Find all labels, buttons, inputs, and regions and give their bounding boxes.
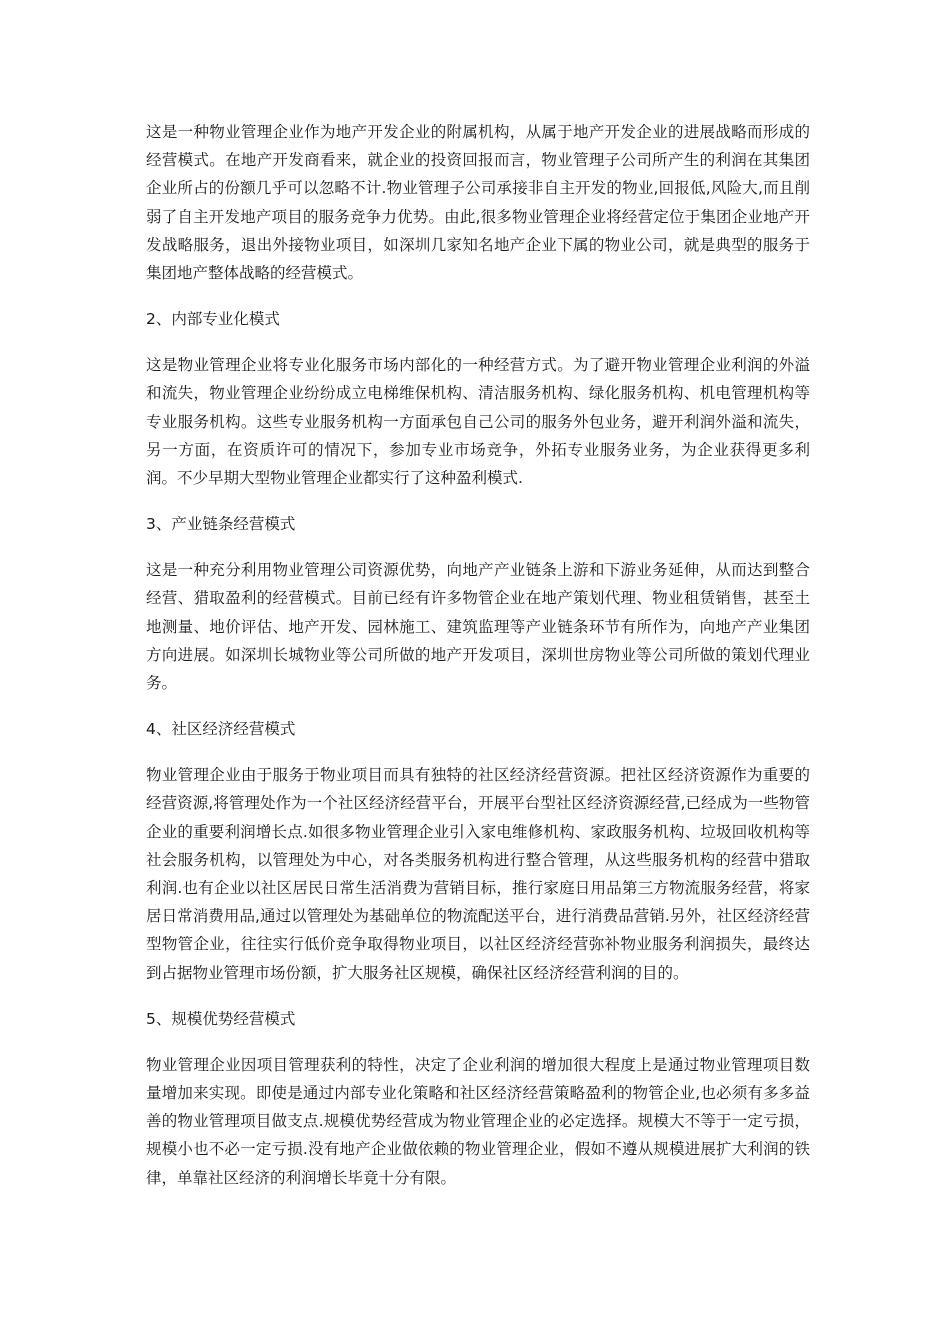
section-heading-5: 5、规模优势经营模式 — [146, 1009, 296, 1028]
section-heading-4: 4、社区经济经营模式 — [146, 720, 296, 739]
paragraph-section-2: 这是物业管理企业将专业化服务市场内部化的一种经营方式。为了避开物业管理企业利润的外溢和流失，物业管理企业纷纷成立电梯维保机构、清洁服务机构、绿化服务机构、机电管理机构等专业服务机构。这些专业服务机构一方面承包自己公司的服务外包业务，避开利润外溢和流失，另一方面，在资质许可的情况下，参加专业市场竞争，外拓专业服务业务，为企业获得更多利润。不少早期大型物业管理企业都实行了这种盈利模式. — [146, 356, 810, 488]
paragraph-section-3: 这是一种充分利用物业管理公司资源优势，向地产产业链条上游和下游业务延伸，从而达到整合经营、猎取盈利的经营模式。目前已经有许多物管企业在地产策划代理、物业租赁销售，甚至土地测量、地价评估、地产开发、园林施工、建筑监理等产业链条环节有所作为，向地产产业集团方向进展。如深圳长城物业等公司所做的地产开发项目，深圳世房物业等公司所做的策划代理业务。 — [146, 561, 810, 693]
paragraph-intro: 这是一种物业管理企业作为地产开发企业的附属机构，从属于地产开发企业的进展战略而形成的经营模式。在地产开发商看来，就企业的投资回报而言，物业管理子公司所产生的利润在其集团企业所占的份额几乎可以忽略不计.物业管理子公司承接非自主开发的物业,回报低,风险大,而且削弱了自主开发地产项目的服务竞争力优势。由此,很多物业管理企业将经营定位于集团企业地产开发战略服务，退出外接物业项目，如深圳几家知名地产企业下属的物业公司，就是典型的服务于集团地产整体战略的经营模式。 — [146, 123, 810, 283]
section-heading-3: 3、产业链条经营模式 — [146, 515, 296, 534]
paragraph-section-5: 物业管理企业因项目管理获利的特性，决定了企业利润的增加很大程度上是通过物业管理项目数量增加来实现。即使是通过内部专业化策略和社区经济经营策略盈利的物管企业,也必须有多多益善的物业管理项目做支点.规模优势经营成为物业管理企业的必定选择。规模大不等于一定亏损，规模小也不必一定亏损.没有地产企业做依赖的物业管理企业，假如不遵从规模进展扩大利润的铁律，单靠社区经济的利润增长毕竟十分有限。 — [146, 1055, 810, 1187]
document-page — [146, 118, 810, 1210]
section-heading-2: 2、内部专业化模式 — [146, 310, 280, 329]
paragraph-section-4: 物业管理企业由于服务于物业项目而具有独特的社区经济经营资源。把社区经济资源作为重要的经营资源,将管理处作为一个社区经济经营平台，开展平台型社区经济资源经营,已经成为一些物管企业的重要利润增长点.如很多物业管理企业引入家电维修机构、家政服务机构、垃圾回收机构等社会服务机构，以管理处为中心，对各类服务机构进行整合管理，从这些服务机构的经营中猎取利润.也有企业以社区居民日常生活消费为营销目标，推行家庭日用品第三方物流服务经营，将家居日常消费用品,通过以管理处为基础单位的物流配送平台，进行消费品营销.另外，社区经济经营型物管企业，往往实行低价竞争取得物业项目，以社区经济经营弥补物业服务利润损失，最终达到占据物业管理市场份额，扩大服务社区规模，确保社区经济经营利润的目的。 — [146, 766, 810, 982]
